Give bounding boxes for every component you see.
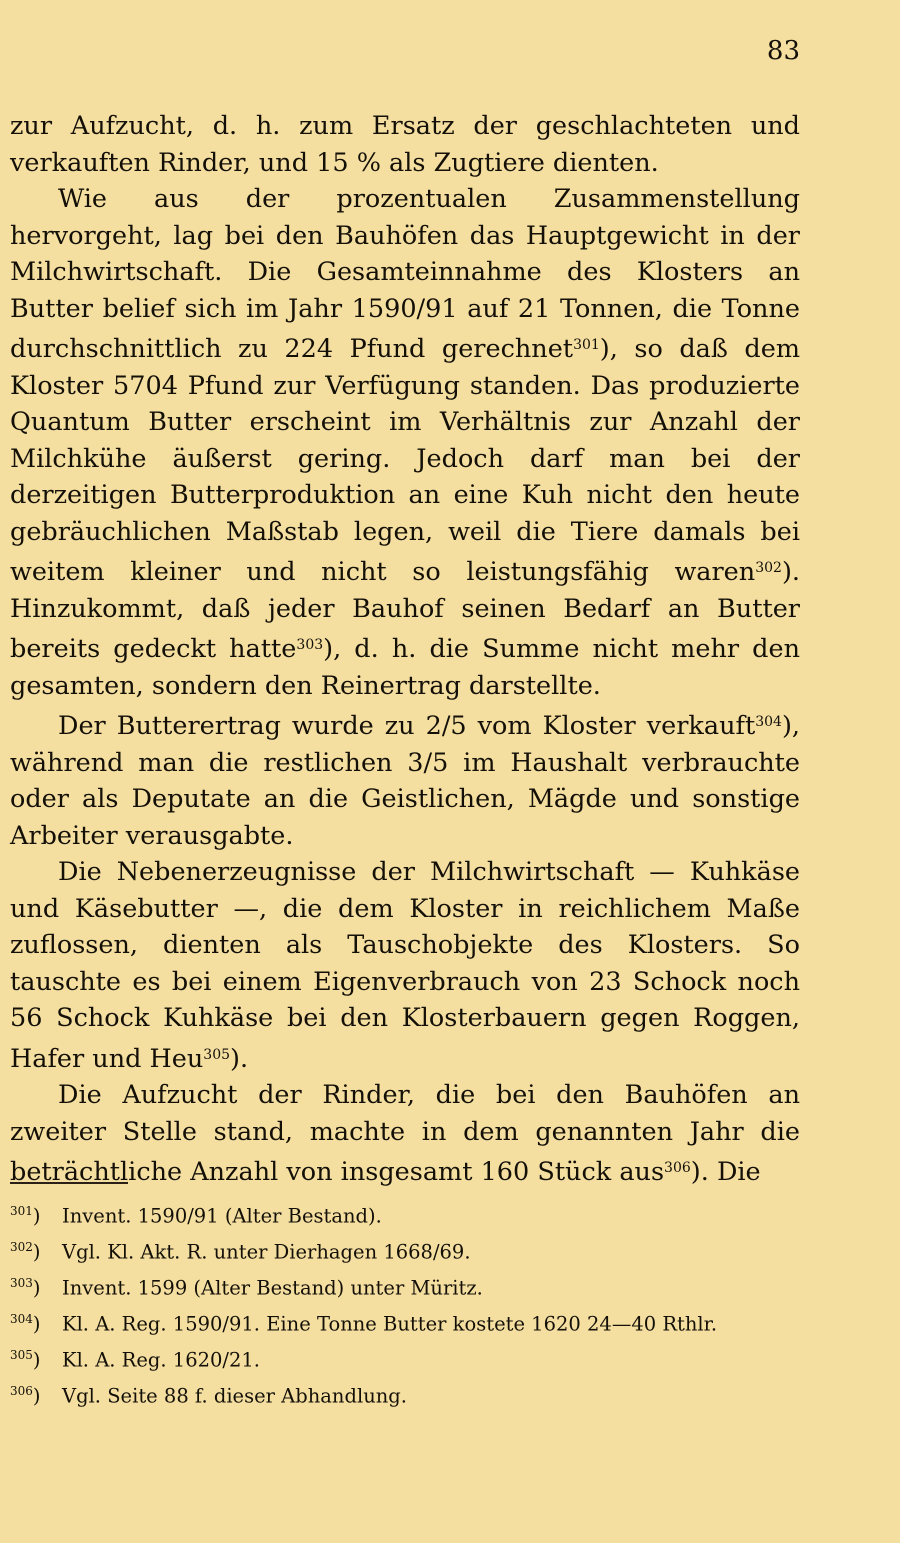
footnote — [10, 1304, 800, 1340]
footnote-number: $^{305}$) — [10, 1348, 41, 1372]
paragraph — [10, 108, 800, 181]
footnote-text: Vgl. Kl. Akt. R. unter Dierhagen 1668/69. — [62, 1240, 471, 1264]
paragraph-text: Die Nebenerzeugnisse der Milchwirtschaft — Kuhkäse und Käsebutter —, die dem Kloster in reichlichem Maße zuflossen, dienten als Tauschobjekte des Klosters. So tauschte es bei einem Eigenverbrauch von 23 Schock noch 56 Schock Kuhkäse bei den Klosterbauern gegen Roggen, Hafer und Heu — [10, 857, 800, 1074]
footnote — [10, 1232, 800, 1268]
footnote-number: $^{301}$) — [10, 1204, 41, 1228]
paragraph-text: ), während man die restlichen 3/5 im Haushalt verbrauchte oder als Deputate an die Geistlichen, Mägde und sonstige Arbeiter verausgabte. — [10, 711, 800, 851]
footnote-number-value: 303 — [10, 1276, 33, 1290]
footnote-separator — [10, 1182, 128, 1184]
footnote-text: Kl. A. Reg. 1620/21. — [62, 1348, 260, 1372]
footnote-number-value: 306 — [10, 1384, 33, 1398]
paragraph — [10, 181, 800, 704]
footnote-text: Vgl. Seite 88 f. dieser Abhandlung. — [62, 1384, 407, 1408]
footnote-reference: 302 — [755, 560, 782, 576]
paragraph-text: ), d. h. die Summe nicht mehr den gesamten, sondern den Reinertrag darstellte. — [10, 634, 800, 701]
paragraph-text: Die Aufzucht der Rinder, die bei den Bauhöfen an zweiter Stelle stand, machte in dem genannten Jahr die beträchtliche Anzahl von insgesamt 160 Stück aus — [10, 1080, 800, 1187]
paragraph-text: Der Butterertrag wurde zu 2/5 vom Kloster verkauft — [58, 711, 756, 741]
footnote-reference: 303 — [296, 637, 324, 653]
paragraph-text: ), so daß dem Kloster 5704 Pfund zur Verfügung standen. Das produzierte Quantum Butter erscheint im Verhältnis zur Anzahl der Milchkühe äußerst gering. Jedoch darf man bei der derzeitigen Butterproduktion an eine Kuh nicht den heute gebräuchlichen Maßstab legen, weil die Tiere damals bei weitem kleiner und nicht so leistungsfähig waren — [10, 334, 800, 587]
footnote-number-value: 304 — [10, 1312, 33, 1326]
footnote — [10, 1268, 800, 1304]
footnotes — [10, 1196, 800, 1412]
footnote-number-value: 301 — [10, 1204, 33, 1218]
footnote-number-value: 305 — [10, 1348, 33, 1362]
footnote-text: Invent. 1599 (Alter Bestand) unter Müritz. — [62, 1276, 483, 1300]
footnote — [10, 1376, 800, 1412]
paragraph — [10, 704, 800, 854]
paragraph-text: ). Die — [690, 1157, 761, 1187]
footnote — [10, 1196, 800, 1232]
footnote-reference: 305 — [203, 1046, 231, 1063]
page-number: 83 — [766, 36, 800, 66]
footnote-text: Invent. 1590/91 (Alter Bestand). — [62, 1204, 382, 1228]
paragraph-text: ). — [230, 1043, 249, 1074]
footnote-reference: 301 — [573, 337, 600, 353]
paragraph-text: ). Hinzukommt, daß jeder Bauhof seinen Bedarf an Butter bereits gedeckt hatte — [10, 557, 800, 664]
footnote-number-value: 302 — [10, 1240, 33, 1254]
footnote-number: $^{306}$) — [10, 1384, 41, 1408]
paragraph — [10, 1077, 800, 1191]
footnote — [10, 1340, 800, 1376]
footnote-number: $^{303}$) — [10, 1276, 41, 1300]
paragraph-text: zur Aufzucht, d. h. zum Ersatz der geschlachteten und verkauften Rinder, und 15 % als Zugtiere dienten. — [10, 111, 800, 178]
footnote-reference: 304 — [755, 714, 782, 730]
paragraph — [10, 854, 800, 1077]
footnote-number: $^{304}$) — [10, 1312, 41, 1336]
body-text — [10, 108, 800, 1191]
footnote-number: $^{302}$) — [10, 1240, 41, 1264]
footnote-text: Kl. A. Reg. 1590/91. Eine Tonne Butter kostete 1620 24—40 Rthlr. — [62, 1312, 718, 1336]
paragraph-text: Wie aus der prozentualen Zusammenstellung hervorgeht, lag bei den Bauhöfen das Hauptgewicht in der Milchwirtschaft. Die Gesamteinnahme des Klosters an Butter belief sich im Jahr 1590/91 auf 21 Tonnen, die Tonne durchschnittlich zu 224 Pfund gerechnet — [10, 184, 800, 364]
footnote-reference: 306 — [664, 1160, 691, 1176]
